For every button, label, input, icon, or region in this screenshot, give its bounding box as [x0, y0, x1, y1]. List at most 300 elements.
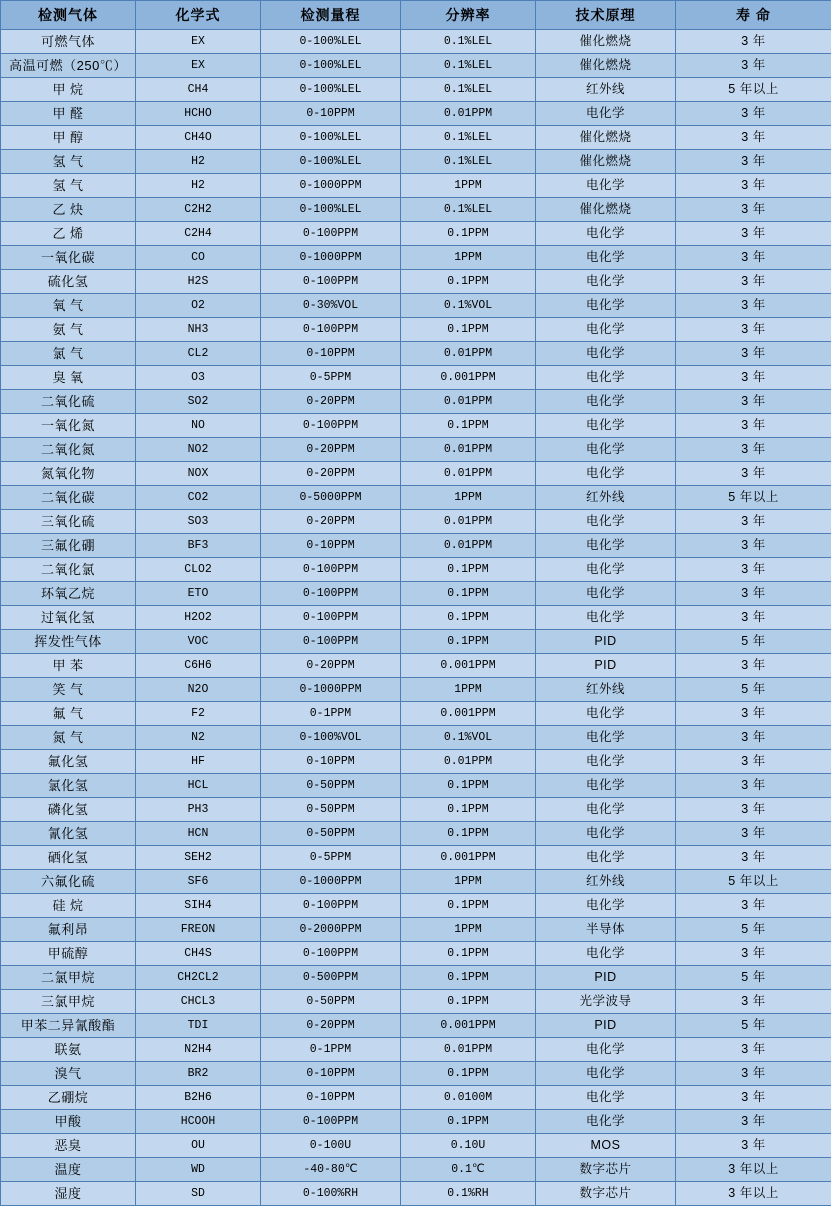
cell-gas: 溴气 [1, 1062, 136, 1086]
cell-resolution: 0.01PPM [401, 390, 536, 414]
cell-formula: O2 [136, 294, 261, 318]
cell-lifetime: 3 年 [676, 606, 831, 630]
cell-principle: 电化学 [536, 582, 676, 606]
table-row [1, 918, 831, 942]
cell-principle: 红外线 [536, 678, 676, 702]
cell-gas: 氮氧化物 [1, 462, 136, 486]
cell-principle: 电化学 [536, 798, 676, 822]
cell-range: 0-100PPM [261, 270, 401, 294]
cell-range: 0-100%LEL [261, 78, 401, 102]
cell-principle: 催化燃烧 [536, 150, 676, 174]
cell-principle: 电化学 [536, 1062, 676, 1086]
cell-principle: 红外线 [536, 870, 676, 894]
table-row [1, 558, 831, 582]
cell-resolution: 0.01PPM [401, 102, 536, 126]
cell-resolution: 0.1PPM [401, 270, 536, 294]
cell-formula: SO2 [136, 390, 261, 414]
cell-range: 0-20PPM [261, 510, 401, 534]
cell-formula: N2O [136, 678, 261, 702]
cell-lifetime: 5 年 [676, 1014, 831, 1038]
cell-principle: 电化学 [536, 774, 676, 798]
cell-gas: 二氯甲烷 [1, 966, 136, 990]
cell-gas: 三氯甲烷 [1, 990, 136, 1014]
table-row [1, 534, 831, 558]
cell-resolution: 0.10U [401, 1134, 536, 1158]
table-row [1, 342, 831, 366]
cell-lifetime: 3 年 [676, 54, 831, 78]
cell-gas: 氨 气 [1, 318, 136, 342]
table-row [1, 798, 831, 822]
cell-formula: CLO2 [136, 558, 261, 582]
cell-range: 0-5PPM [261, 366, 401, 390]
cell-lifetime: 3 年 [676, 150, 831, 174]
cell-resolution: 0.1PPM [401, 966, 536, 990]
table-row [1, 654, 831, 678]
cell-principle: PID [536, 966, 676, 990]
cell-range: 0-10PPM [261, 750, 401, 774]
cell-gas: 二氧化氯 [1, 558, 136, 582]
cell-range: 0-1PPM [261, 1038, 401, 1062]
cell-lifetime: 3 年 [676, 774, 831, 798]
cell-principle: 电化学 [536, 414, 676, 438]
table-row [1, 414, 831, 438]
cell-formula: SEH2 [136, 846, 261, 870]
cell-gas: 可燃气体 [1, 30, 136, 54]
cell-resolution: 0.1%LEL [401, 78, 536, 102]
cell-range: 0-100%VOL [261, 726, 401, 750]
cell-range: 0-1PPM [261, 702, 401, 726]
cell-gas: 氟 气 [1, 702, 136, 726]
cell-range: 0-30%VOL [261, 294, 401, 318]
cell-principle: PID [536, 654, 676, 678]
cell-lifetime: 3 年 [676, 342, 831, 366]
cell-range: 0-50PPM [261, 774, 401, 798]
table-row [1, 750, 831, 774]
cell-formula: ETO [136, 582, 261, 606]
cell-lifetime: 5 年 [676, 918, 831, 942]
table-row [1, 102, 831, 126]
cell-lifetime: 3 年 [676, 390, 831, 414]
cell-gas: 氟利昂 [1, 918, 136, 942]
cell-gas: 六氟化硫 [1, 870, 136, 894]
table-row [1, 270, 831, 294]
cell-resolution: 1PPM [401, 918, 536, 942]
column-header-formula: 化学式 [136, 1, 261, 30]
cell-formula: OU [136, 1134, 261, 1158]
table-row [1, 462, 831, 486]
cell-formula: H2 [136, 150, 261, 174]
cell-lifetime: 3 年 [676, 126, 831, 150]
cell-gas: 二氧化硫 [1, 390, 136, 414]
cell-principle: 电化学 [536, 894, 676, 918]
cell-range: 0-100PPM [261, 582, 401, 606]
table-row [1, 1134, 831, 1158]
cell-formula: H2S [136, 270, 261, 294]
cell-formula: CL2 [136, 342, 261, 366]
cell-principle: 催化燃烧 [536, 54, 676, 78]
cell-lifetime: 3 年 [676, 894, 831, 918]
cell-lifetime: 3 年以上 [676, 1182, 831, 1206]
header-row [1, 1, 831, 30]
cell-gas: 三氟化硼 [1, 534, 136, 558]
cell-gas: 氟化氢 [1, 750, 136, 774]
cell-lifetime: 3 年 [676, 942, 831, 966]
cell-range: 0-5PPM [261, 846, 401, 870]
cell-resolution: 0.001PPM [401, 654, 536, 678]
cell-principle: MOS [536, 1134, 676, 1158]
cell-gas: 氰化氢 [1, 822, 136, 846]
cell-resolution: 0.1%LEL [401, 126, 536, 150]
cell-resolution: 0.01PPM [401, 510, 536, 534]
cell-gas: 氮 气 [1, 726, 136, 750]
cell-range: 0-100%LEL [261, 126, 401, 150]
table-body [1, 30, 831, 1206]
cell-formula: O3 [136, 366, 261, 390]
cell-lifetime: 3 年 [676, 798, 831, 822]
cell-formula: F2 [136, 702, 261, 726]
cell-principle: 电化学 [536, 390, 676, 414]
cell-resolution: 0.001PPM [401, 366, 536, 390]
cell-formula: CH4S [136, 942, 261, 966]
table-row [1, 1062, 831, 1086]
cell-range: 0-100%LEL [261, 54, 401, 78]
cell-gas: 环氧乙烷 [1, 582, 136, 606]
cell-formula: CO2 [136, 486, 261, 510]
table-row [1, 846, 831, 870]
cell-resolution: 0.01PPM [401, 750, 536, 774]
cell-range: 0-20PPM [261, 654, 401, 678]
table-row [1, 966, 831, 990]
table-row [1, 942, 831, 966]
cell-lifetime: 3 年 [676, 462, 831, 486]
cell-lifetime: 3 年 [676, 438, 831, 462]
table-row [1, 486, 831, 510]
table-row [1, 1182, 831, 1206]
cell-resolution: 0.1%LEL [401, 198, 536, 222]
table-row [1, 318, 831, 342]
cell-resolution: 0.1℃ [401, 1158, 536, 1182]
table-row [1, 150, 831, 174]
cell-formula: N2H4 [136, 1038, 261, 1062]
cell-principle: PID [536, 1014, 676, 1038]
cell-gas: 湿度 [1, 1182, 136, 1206]
cell-range: 0-100PPM [261, 606, 401, 630]
cell-principle: 电化学 [536, 1038, 676, 1062]
cell-lifetime: 3 年 [676, 582, 831, 606]
cell-principle: 数字芯片 [536, 1158, 676, 1182]
cell-range: 0-100%RH [261, 1182, 401, 1206]
table-row [1, 126, 831, 150]
cell-principle: 半导体 [536, 918, 676, 942]
cell-formula: H2O2 [136, 606, 261, 630]
cell-resolution: 0.1PPM [401, 774, 536, 798]
table-row [1, 294, 831, 318]
cell-resolution: 1PPM [401, 174, 536, 198]
cell-principle: 电化学 [536, 822, 676, 846]
cell-range: 0-20PPM [261, 1014, 401, 1038]
cell-formula: CHCL3 [136, 990, 261, 1014]
cell-formula: HCHO [136, 102, 261, 126]
cell-lifetime: 3 年以上 [676, 1158, 831, 1182]
cell-range: 0-5000PPM [261, 486, 401, 510]
cell-gas: 硒化氢 [1, 846, 136, 870]
cell-gas: 挥发性气体 [1, 630, 136, 654]
cell-lifetime: 5 年以上 [676, 78, 831, 102]
table-row [1, 702, 831, 726]
cell-lifetime: 3 年 [676, 102, 831, 126]
table-row [1, 438, 831, 462]
cell-lifetime: 3 年 [676, 846, 831, 870]
table-row [1, 894, 831, 918]
cell-resolution: 0.1PPM [401, 1110, 536, 1134]
cell-resolution: 0.1PPM [401, 558, 536, 582]
table-row [1, 246, 831, 270]
cell-lifetime: 3 年 [676, 222, 831, 246]
cell-range: 0-100PPM [261, 558, 401, 582]
table-row [1, 222, 831, 246]
cell-principle: 电化学 [536, 318, 676, 342]
cell-principle: 电化学 [536, 438, 676, 462]
cell-formula: C2H4 [136, 222, 261, 246]
cell-formula: NO [136, 414, 261, 438]
table-row [1, 1086, 831, 1110]
cell-range: 0-20PPM [261, 390, 401, 414]
cell-formula: WD [136, 1158, 261, 1182]
cell-resolution: 0.1%VOL [401, 726, 536, 750]
cell-range: 0-1000PPM [261, 174, 401, 198]
cell-gas: 甲苯二异氰酸酯 [1, 1014, 136, 1038]
cell-gas: 氧 气 [1, 294, 136, 318]
table-row [1, 774, 831, 798]
cell-principle: 电化学 [536, 270, 676, 294]
cell-formula: SD [136, 1182, 261, 1206]
cell-lifetime: 3 年 [676, 198, 831, 222]
cell-principle: 电化学 [536, 294, 676, 318]
cell-range: 0-10PPM [261, 1086, 401, 1110]
cell-principle: 电化学 [536, 462, 676, 486]
cell-gas: 磷化氢 [1, 798, 136, 822]
table-row [1, 30, 831, 54]
cell-principle: 催化燃烧 [536, 126, 676, 150]
cell-formula: PH3 [136, 798, 261, 822]
cell-resolution: 0.1PPM [401, 822, 536, 846]
table-row [1, 390, 831, 414]
cell-formula: SIH4 [136, 894, 261, 918]
cell-lifetime: 3 年 [676, 174, 831, 198]
cell-formula: CH2CL2 [136, 966, 261, 990]
cell-principle: 电化学 [536, 342, 676, 366]
cell-range: 0-500PPM [261, 966, 401, 990]
cell-range: 0-100PPM [261, 942, 401, 966]
cell-principle: 光学波导 [536, 990, 676, 1014]
cell-lifetime: 3 年 [676, 1086, 831, 1110]
cell-lifetime: 3 年 [676, 534, 831, 558]
cell-resolution: 0.1%LEL [401, 150, 536, 174]
cell-range: 0-20PPM [261, 462, 401, 486]
cell-formula: EX [136, 54, 261, 78]
column-header-gas: 检测气体 [1, 1, 136, 30]
cell-lifetime: 3 年 [676, 990, 831, 1014]
cell-gas: 恶臭 [1, 1134, 136, 1158]
cell-range: 0-20PPM [261, 438, 401, 462]
cell-lifetime: 5 年 [676, 678, 831, 702]
cell-gas: 甲 醛 [1, 102, 136, 126]
cell-gas: 甲 烷 [1, 78, 136, 102]
cell-resolution: 0.01PPM [401, 342, 536, 366]
cell-resolution: 1PPM [401, 486, 536, 510]
cell-resolution: 0.01PPM [401, 438, 536, 462]
cell-range: -40-80℃ [261, 1158, 401, 1182]
cell-lifetime: 3 年 [676, 270, 831, 294]
cell-resolution: 1PPM [401, 246, 536, 270]
cell-gas: 笑 气 [1, 678, 136, 702]
cell-gas: 乙硼烷 [1, 1086, 136, 1110]
cell-range: 0-100U [261, 1134, 401, 1158]
cell-gas: 过氧化氢 [1, 606, 136, 630]
cell-gas: 乙 烯 [1, 222, 136, 246]
table-row [1, 78, 831, 102]
cell-resolution: 0.0100M [401, 1086, 536, 1110]
cell-formula: HCN [136, 822, 261, 846]
cell-gas: 氯化氢 [1, 774, 136, 798]
cell-lifetime: 3 年 [676, 654, 831, 678]
cell-lifetime: 3 年 [676, 414, 831, 438]
cell-principle: 电化学 [536, 702, 676, 726]
cell-lifetime: 5 年 [676, 630, 831, 654]
table-row [1, 582, 831, 606]
cell-principle: 数字芯片 [536, 1182, 676, 1206]
cell-resolution: 0.1%RH [401, 1182, 536, 1206]
cell-range: 0-100PPM [261, 414, 401, 438]
cell-formula: VOC [136, 630, 261, 654]
cell-gas: 氢 气 [1, 174, 136, 198]
cell-range: 0-100PPM [261, 318, 401, 342]
cell-principle: 电化学 [536, 534, 676, 558]
cell-resolution: 0.1PPM [401, 630, 536, 654]
cell-range: 0-10PPM [261, 1062, 401, 1086]
cell-formula: C2H2 [136, 198, 261, 222]
column-header-resolution: 分辨率 [401, 1, 536, 30]
cell-gas: 甲酸 [1, 1110, 136, 1134]
cell-formula: N2 [136, 726, 261, 750]
cell-lifetime: 3 年 [676, 1134, 831, 1158]
cell-gas: 甲 苯 [1, 654, 136, 678]
cell-formula: C6H6 [136, 654, 261, 678]
column-header-principle: 技术原理 [536, 1, 676, 30]
cell-gas: 氯 气 [1, 342, 136, 366]
table-header [1, 1, 831, 30]
cell-gas: 二氧化碳 [1, 486, 136, 510]
cell-gas: 一氧化碳 [1, 246, 136, 270]
cell-gas: 二氧化氮 [1, 438, 136, 462]
cell-gas: 甲 醇 [1, 126, 136, 150]
cell-lifetime: 3 年 [676, 822, 831, 846]
cell-range: 0-100PPM [261, 1110, 401, 1134]
cell-gas: 氢 气 [1, 150, 136, 174]
cell-formula: HCOOH [136, 1110, 261, 1134]
cell-formula: CH4O [136, 126, 261, 150]
table-row [1, 1158, 831, 1182]
cell-lifetime: 5 年以上 [676, 870, 831, 894]
cell-principle: 电化学 [536, 174, 676, 198]
cell-gas: 硅 烷 [1, 894, 136, 918]
cell-principle: 电化学 [536, 942, 676, 966]
table-row [1, 174, 831, 198]
table-row [1, 822, 831, 846]
cell-formula: TDI [136, 1014, 261, 1038]
cell-range: 0-10PPM [261, 534, 401, 558]
cell-formula: CO [136, 246, 261, 270]
cell-resolution: 0.1PPM [401, 606, 536, 630]
cell-gas: 三氧化硫 [1, 510, 136, 534]
table-row [1, 678, 831, 702]
cell-principle: 电化学 [536, 558, 676, 582]
cell-formula: B2H6 [136, 1086, 261, 1110]
cell-formula: HCL [136, 774, 261, 798]
cell-lifetime: 3 年 [676, 702, 831, 726]
cell-range: 0-100PPM [261, 222, 401, 246]
cell-range: 0-1000PPM [261, 678, 401, 702]
table-row [1, 870, 831, 894]
cell-range: 0-1000PPM [261, 246, 401, 270]
cell-range: 0-100%LEL [261, 30, 401, 54]
cell-resolution: 0.1PPM [401, 990, 536, 1014]
table-row [1, 510, 831, 534]
cell-range: 0-100%LEL [261, 198, 401, 222]
cell-gas: 硫化氢 [1, 270, 136, 294]
cell-resolution: 0.001PPM [401, 1014, 536, 1038]
cell-principle: 催化燃烧 [536, 198, 676, 222]
cell-lifetime: 3 年 [676, 294, 831, 318]
table-row [1, 990, 831, 1014]
cell-principle: 红外线 [536, 486, 676, 510]
cell-gas: 联氨 [1, 1038, 136, 1062]
cell-principle: 电化学 [536, 102, 676, 126]
cell-range: 0-10PPM [261, 342, 401, 366]
cell-resolution: 0.1PPM [401, 798, 536, 822]
table-row [1, 54, 831, 78]
cell-resolution: 0.01PPM [401, 534, 536, 558]
cell-range: 0-100%LEL [261, 150, 401, 174]
cell-principle: 电化学 [536, 222, 676, 246]
cell-range: 0-50PPM [261, 798, 401, 822]
cell-gas: 甲硫醇 [1, 942, 136, 966]
cell-lifetime: 3 年 [676, 1062, 831, 1086]
table-row [1, 366, 831, 390]
table-row [1, 1014, 831, 1038]
cell-resolution: 0.1%LEL [401, 54, 536, 78]
cell-formula: HF [136, 750, 261, 774]
cell-lifetime: 3 年 [676, 750, 831, 774]
cell-principle: 电化学 [536, 1086, 676, 1110]
cell-gas: 乙 炔 [1, 198, 136, 222]
cell-formula: NO2 [136, 438, 261, 462]
cell-resolution: 0.1PPM [401, 318, 536, 342]
cell-principle: PID [536, 630, 676, 654]
cell-lifetime: 3 年 [676, 510, 831, 534]
cell-lifetime: 3 年 [676, 318, 831, 342]
table-row [1, 198, 831, 222]
cell-gas: 臭 氧 [1, 366, 136, 390]
cell-formula: SF6 [136, 870, 261, 894]
cell-principle: 催化燃烧 [536, 30, 676, 54]
cell-resolution: 1PPM [401, 870, 536, 894]
cell-principle: 电化学 [536, 726, 676, 750]
cell-gas: 高温可燃（250℃） [1, 54, 136, 78]
cell-principle: 电化学 [536, 510, 676, 534]
cell-formula: NH3 [136, 318, 261, 342]
cell-resolution: 0.1PPM [401, 222, 536, 246]
